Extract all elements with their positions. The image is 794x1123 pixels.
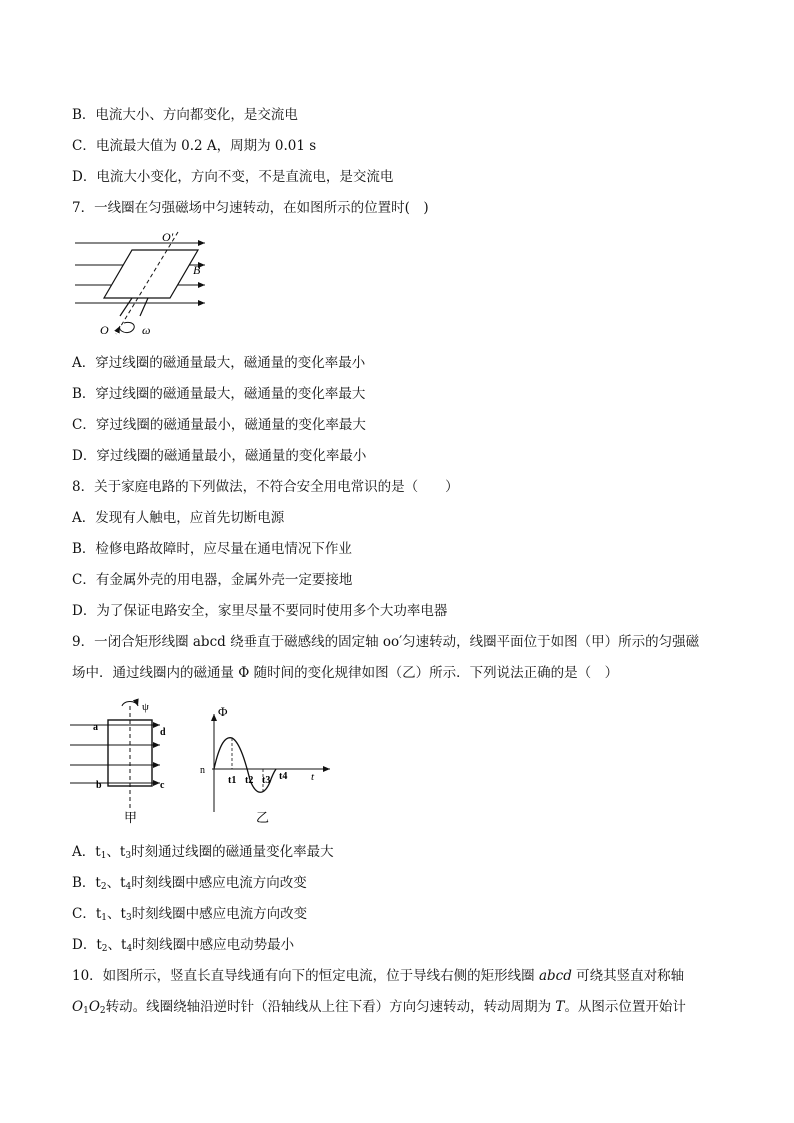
label-psi: ψ bbox=[142, 701, 149, 713]
caption-yi: 乙 bbox=[256, 810, 270, 825]
label-t: t bbox=[311, 771, 315, 783]
q8-option-d: D．为了保证电路安全，家里尽量不要同时使用多个大功率电器 bbox=[72, 603, 448, 619]
coil-leads bbox=[120, 298, 148, 316]
label-phi: Φ bbox=[218, 704, 228, 719]
q7-figure bbox=[70, 228, 220, 338]
q7-option-d: D．穿过线圈的磁通量最小，磁通量的变化率最小 bbox=[72, 448, 367, 464]
q10-line2: $O_1O_2$转动。线圈绕轴沿逆时针（沿轴线从上往下看）方向匀速转动，转动周期为 T。从图示位置开始计 bbox=[72, 999, 686, 1016]
q9-option-c: C．$t_1$、$t_3$时刻线圈中感应电流方向改变 bbox=[72, 906, 308, 923]
q7-stem: 7．一线圈在匀强磁场中匀速转动，在如图所示的位置时( ) bbox=[72, 200, 429, 216]
label-c: c bbox=[160, 780, 165, 791]
tick-t1: t1 bbox=[228, 775, 237, 786]
q9-option-d: D．$t_2$、$t_4$时刻线圈中感应电动势最小 bbox=[72, 937, 295, 954]
q9-stem-line1: 9．一闭合矩形线圈 abcd 绕垂直于磁感线的固定轴 oo′匀速转动，线圈平面位于如图（甲）所示的匀强磁 bbox=[72, 634, 700, 650]
tick-t3: t3 bbox=[262, 775, 271, 786]
q7-option-b: B．穿过线圈的磁通量最大，磁通量的变化率最大 bbox=[72, 386, 366, 402]
label-o-prime: O′ bbox=[162, 230, 174, 244]
q6-option-c: C．电流最大值为 0.2 A，周期为 0.01 s bbox=[72, 138, 317, 154]
tick-t2: t2 bbox=[245, 775, 254, 786]
caption-jia: 甲 bbox=[124, 810, 138, 825]
q6-option-b: B．电流大小、方向都变化，是交流电 bbox=[72, 107, 298, 123]
label-b: b bbox=[96, 780, 102, 791]
q6-option-d: D．电流大小变化，方向不变，不是直流电，是交流电 bbox=[72, 169, 394, 185]
label-d: d bbox=[160, 727, 166, 738]
label-b: B bbox=[193, 263, 201, 277]
q9-option-b: B．$t_2$、$t_4$时刻线圈中感应电流方向改变 bbox=[72, 875, 307, 892]
label-n: n bbox=[200, 765, 205, 776]
label-o: O bbox=[100, 323, 109, 337]
rotation-arrow bbox=[122, 702, 138, 707]
coil bbox=[104, 250, 198, 298]
q9-figure-yi bbox=[198, 700, 338, 826]
label-omega: ω bbox=[142, 323, 151, 337]
q8-option-c: C．有金属外壳的用电器，金属外壳一定要接地 bbox=[72, 572, 353, 588]
q9-option-a: A．$t_1$、$t_3$时刻通过线圈的磁通量变化率最大 bbox=[72, 844, 334, 861]
q7-option-a: A．穿过线圈的磁通量最大，磁通量的变化率最小 bbox=[72, 355, 366, 371]
tick-t4: t4 bbox=[279, 771, 288, 782]
q9-stem-line2: 场中．通过线圈内的磁通量 Φ 随时间的变化规律如图（乙）所示．下列说法正确的是（ ） bbox=[72, 665, 619, 681]
q8-option-b: B．检修电路故障时，应尽量在通电情况下作业 bbox=[72, 541, 352, 557]
q9-figure-jia bbox=[68, 698, 198, 826]
q7-option-c: C．穿过线圈的磁通量最小，磁通量的变化率最大 bbox=[72, 417, 366, 433]
q8-stem: 8．关于家庭电路的下列做法，不符合安全用电常识的是（ ） bbox=[72, 479, 459, 495]
q10-line1: 10．如图所示，竖直长直导线通有向下的恒定电流，位于导线右侧的矩形线圈 abcd 可绕其竖直对称轴 bbox=[72, 968, 685, 984]
q8-option-a: A．发现有人触电，应首先切断电源 bbox=[72, 510, 285, 526]
label-a: a bbox=[93, 722, 98, 733]
